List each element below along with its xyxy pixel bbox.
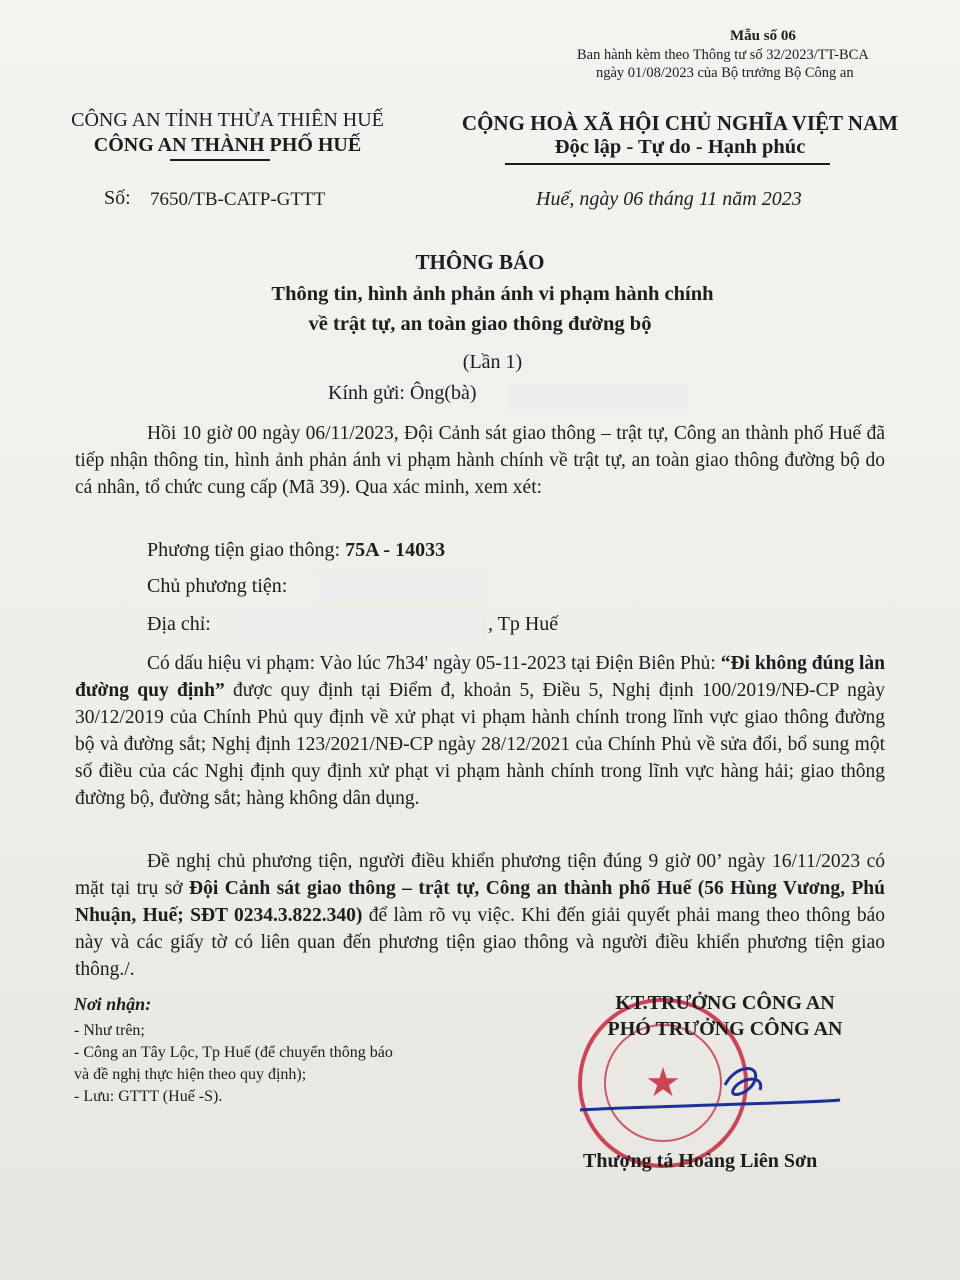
recipients-title: Nơi nhận: [74,994,152,1014]
vehicle-label: Phương tiện giao thông: [147,539,341,561]
doc-number-value: 7650/TB-CATP-GTTT [150,189,326,210]
agency-underline [170,159,270,161]
address-suffix: , Tp Huế [488,613,559,635]
form-issued-line2: ngày 01/08/2023 của Bộ trưởng Bộ Công an [596,65,854,81]
place-date: Huế, ngày 06 tháng 11 năm 2023 [536,188,802,210]
redacted-recipient-name [508,384,688,410]
form-issued-line1: Ban hành kèm theo Thông tư số 32/2023/TT-BCA [577,47,869,63]
recipients-item: - Công an Tây Lộc, Tp Huế (để chuyển thông báo [74,1044,393,1061]
form-code: Mẫu số 06 [730,28,796,44]
recipient-label: Kính gửi: Ông(bà) [328,382,477,404]
signature-title-1: KT.TRƯỞNG CÔNG AN [615,992,835,1014]
violation-lead: Có dấu hiệu vi phạm: Vào lúc 7h34' ngày 05-11-2023 tại Điện Biên Phủ: [147,653,721,674]
signature-title-2: PHÓ TRƯỞNG CÔNG AN [607,1018,843,1040]
nation-name: CỘNG HOÀ XÃ HỘI CHỦ NGHĨA VIỆT NAM [461,111,899,135]
address-label: Địa chỉ: [147,613,211,635]
nation-motto: Độc lập - Tự do - Hạnh phúc [554,136,806,158]
intro-text: Hồi 10 giờ 00 ngày 06/11/2023, Đội Cảnh sát giao thông – trật tự, Công an thành phố Huế đã tiếp nhận thông tin, hình ảnh phản ánh vi phạm hành chính về trật tự, an toàn giao thông đường bộ do cá nhân, tổ chức cung cấp (Mã 39). Qua xác minh, xem xét: [75,423,885,498]
request-paragraph [75,848,885,983]
motto-underline [505,163,830,165]
violation-quote: “Đi không đúng làn đường quy định” [75,653,885,701]
request-office: Đội Cảnh sát giao thông – trật tự, Công an thành phố Huế (56 Hùng Vương, Phú Nhuận, Huế; SĐT 0234.3.822.340) [75,878,886,926]
vehicle-plate: 75A - 14033 [345,539,446,561]
recipients-item: - Lưu: GTTT (Huế -S). [74,1088,223,1105]
recipients-item: - Như trên; [74,1022,145,1039]
doc-subtitle-2: về trật tự, an toàn giao thông đường bộ [308,313,652,335]
star-icon: ★ [645,1060,681,1106]
doc-subtitle-1: Thông tin, hình ảnh phản ánh vi phạm hành chính [271,283,714,305]
violation-rest: được quy định tại Điểm đ, khoản 5, Điều 5, Nghị định 100/2019/NĐ-CP ngày 30/12/2019 của Chính Phủ quy định về xử phạt vi phạm hành chính trong lĩnh vực giao thông đường bộ và đường sắt; Nghị định 123/2021/NĐ-CP ngày 28/12/2021 của Chính Phủ về sửa đổi, bổ sung một số điều của các Nghị định quy định xử phạt vi phạm hành chính trong lĩnh vực hàng hải; giao thông đường bộ, đường sắt; hàng không dân dụng. [75,680,885,809]
request-rest: để làm rõ vụ việc. Khi đến giải quyết phải mang theo thông báo này và các giấy tờ có liên quan đến phương tiện giao thông và người điều khiển phương tiện giao thông./. [75,905,885,980]
doc-round: (Lần 1) [462,351,523,373]
vehicle-row [147,539,445,562]
redacted-owner-name [318,574,488,602]
redacted-address [232,611,486,639]
agency-name: CÔNG AN THÀNH PHỐ HUẾ [93,134,362,156]
handwritten-signature [575,1055,845,1125]
owner-label: Chủ phương tiện: [147,575,288,597]
request-lead: Đề nghị chủ phương tiện, người điều khiển phương tiện đúng 9 giờ 00’ ngày 16/11/2023 có mặt tại trụ sở [75,851,885,899]
signer-name: Thượng tá Hoàng Liên Sơn [583,1150,818,1172]
violation-paragraph [75,650,885,812]
recipients-item: và đề nghị thực hiện theo quy định); [74,1066,307,1083]
agency-parent: CÔNG AN TỈNH THỪA THIÊN HUẾ [71,109,384,131]
doc-title: THÔNG BÁO [415,250,545,274]
doc-number-label: Số: [104,187,131,209]
intro-paragraph [75,420,885,501]
